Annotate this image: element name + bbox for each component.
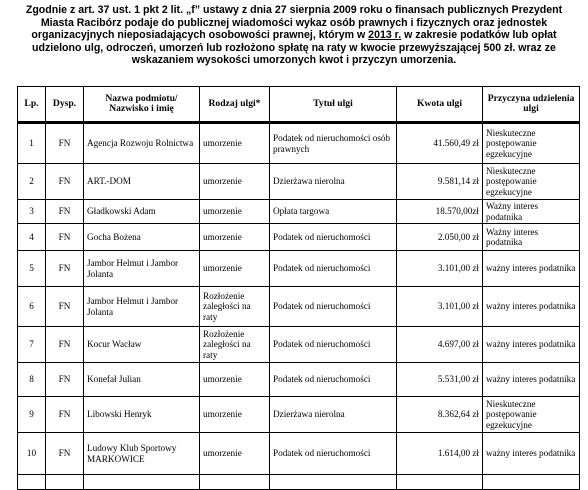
- cell-reason: Nieskuteczne postępowanie egzekucyjne: [483, 397, 580, 433]
- table-row: [18, 287, 580, 327]
- cell-amount: 5.531,00 zł: [397, 363, 483, 397]
- cell-lp: 5: [18, 251, 46, 287]
- cell-type: umorzenie: [200, 363, 270, 397]
- cell-lp: 8: [18, 363, 46, 397]
- table-row: [18, 433, 580, 475]
- cell-lp: 10: [18, 433, 46, 475]
- cell-reason: ważny interes podatnika: [483, 433, 580, 475]
- cell-amount: 41.560,49 zł: [397, 123, 483, 164]
- table-row: [18, 123, 580, 164]
- cell-title: Podatek od nieruchomości: [270, 224, 397, 251]
- cell-title: Podatek od nieruchomości: [270, 327, 397, 363]
- cell-dysp: FN: [46, 200, 84, 224]
- cell-dysp: FN: [46, 397, 84, 433]
- cell-amount: 4.697,00 zł: [397, 327, 483, 363]
- cell-reason: ważny interes podatnika: [483, 363, 580, 397]
- cell-type: umorzenie: [200, 224, 270, 251]
- table-row: [18, 224, 580, 251]
- table-row: [18, 164, 580, 200]
- column-header-dysp: Dysp.: [46, 87, 84, 123]
- table-row: [18, 363, 580, 397]
- cell-reason: Nieskuteczne postępowanie egzekucyjne: [483, 123, 580, 164]
- cell-dysp: FN: [46, 251, 84, 287]
- cell-reason: ważny interes podatnika: [483, 287, 580, 327]
- column-header-title: Tytuł ulgi: [270, 87, 397, 123]
- cell-name: Jambor Helmut i Jambor Jolanta: [84, 251, 200, 287]
- column-header-type: Rodzaj ulgi*: [200, 87, 270, 123]
- column-header-reason: Przyczyna udzielenia ulgi: [483, 87, 580, 123]
- cell-lp: 4: [18, 224, 46, 251]
- cell-type: Rozłożenie zaległości na raty: [200, 287, 270, 327]
- cell-lp: 3: [18, 200, 46, 224]
- table-row: [18, 251, 580, 287]
- cell-reason: Ważny interes podatnika: [483, 224, 580, 251]
- cell-name: Ludowy Klub Sportowy MARKOWICE: [84, 433, 200, 475]
- relief-register-table: [17, 86, 580, 490]
- cell-name: Jambor Helmut i Jambor Jolanta: [84, 287, 200, 327]
- cell-lp: 7: [18, 327, 46, 363]
- heading-year: 2013 r.: [368, 29, 402, 42]
- heading-text-part2: w zakresie podatków lub opłat udzielono ulg, odroczeń, umorzeń lub rozłożono spłatę na raty w kwocie przewyższającej 500 zł. wraz ze wskazaniem wysokości umorzonych kwot i przyczyn umorzenia.: [32, 29, 557, 67]
- cell-reason: ważny interes podatnika: [483, 251, 580, 287]
- cell-title: Podatek od nieruchomości: [270, 433, 397, 475]
- cell-name: ART.-DOM: [84, 164, 200, 200]
- cell-title: Podatek od nieruchomości: [270, 251, 397, 287]
- cell-amount: 1.614,00 zł: [397, 433, 483, 475]
- cell-lp: 6: [18, 287, 46, 327]
- cell-type: umorzenie: [200, 123, 270, 164]
- cell-title: Opłata targowa: [270, 200, 397, 224]
- cell-name: Agencja Rozwoju Rolnictwa: [84, 123, 200, 164]
- cell-title: Podatek od nieruchomości: [270, 287, 397, 327]
- column-header-amount: Kwota ulgi: [397, 87, 483, 123]
- cell-name: Kocur Wacław: [84, 327, 200, 363]
- cell-amount: 3.101,00 zł: [397, 287, 483, 327]
- cell-type: Rozłożenie zaległości na raty: [200, 327, 270, 363]
- cell-title: Dzierżawa nierolna: [270, 397, 397, 433]
- cell-name: Gładkowski Adam: [84, 200, 200, 224]
- cell-reason: Ważny interes podatnika: [483, 200, 580, 224]
- cell-dysp: FN: [46, 224, 84, 251]
- column-header-name: Nazwa podmiotu/ Nazwisko i imię: [84, 87, 200, 123]
- cell-name: Konefał Julian: [84, 363, 200, 397]
- cell-lp: 2: [18, 164, 46, 200]
- cell-dysp: FN: [46, 287, 84, 327]
- cell-amount: 9.581,14 zł: [397, 164, 483, 200]
- cell-reason: ważny interes podatnika: [483, 327, 580, 363]
- cell-name: Libowski Henryk: [84, 397, 200, 433]
- column-header-lp: Lp.: [18, 87, 46, 123]
- cell-title: Dzierżawa nierolna: [270, 164, 397, 200]
- table-header-row: [18, 87, 580, 123]
- cell-amount: 3.101,00 zł: [397, 251, 483, 287]
- table-row: [18, 327, 580, 363]
- cell-type: umorzenie: [200, 433, 270, 475]
- cell-type: umorzenie: [200, 251, 270, 287]
- cell-lp: 9: [18, 397, 46, 433]
- cell-name: Gocha Bożena: [84, 224, 200, 251]
- cell-amount: 8.362,64 zł: [397, 397, 483, 433]
- cell-reason: Nieskuteczne postępowanie egzekucyjne: [483, 164, 580, 200]
- cell-lp: 1: [18, 123, 46, 164]
- cell-dysp: FN: [46, 164, 84, 200]
- cell-type: umorzenie: [200, 200, 270, 224]
- cell-dysp: FN: [46, 433, 84, 475]
- table-body: [18, 123, 580, 490]
- heading-text-part1: Zgodnie z art. 37 ust. 1 pkt 2 lit. „f” ustawy z dnia 27 sierpnia 2009 roku o finansach publicznych Prezydent Miasta Racibórz podaje do publicznej wiadomości wykaz osób prawnych i fizycznych oraz jednostek organizacyjnych nieposiadających osobowości prawnej, którym w: [25, 4, 563, 42]
- cell-type: umorzenie: [200, 397, 270, 433]
- document-heading: [10, 4, 578, 67]
- cell-title: Podatek od nieruchomości osób prawnych: [270, 123, 397, 164]
- table-row-cut-off: [18, 475, 580, 490]
- cell-dysp: FN: [46, 123, 84, 164]
- cell-type: umorzenie: [200, 164, 270, 200]
- table-row: [18, 397, 580, 433]
- cell-title: Podatek od nieruchomości: [270, 363, 397, 397]
- cell-amount: 2.050,00 zł: [397, 224, 483, 251]
- table-row: [18, 200, 580, 224]
- cell-dysp: FN: [46, 327, 84, 363]
- cell-amount: 18.570,00zł: [397, 200, 483, 224]
- cell-dysp: FN: [46, 363, 84, 397]
